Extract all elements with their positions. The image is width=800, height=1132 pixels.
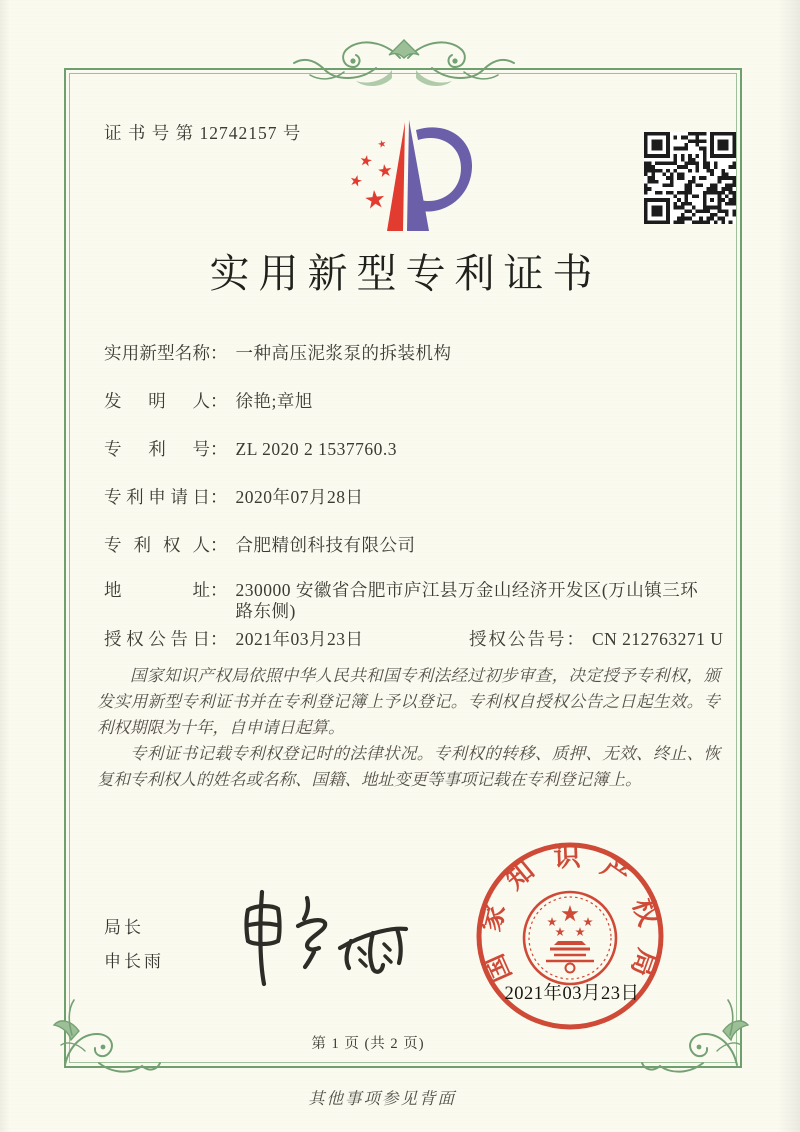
commissioner-signature [210,878,420,996]
field-value: ZL 2020 2 1537760.3 [235,439,397,459]
field-row-patentee [104,535,416,556]
field-colon: ： [210,535,228,555]
field-value: 徐艳;章旭 [235,391,313,411]
qr-code [644,132,736,224]
field-colon: ： [210,391,228,411]
scan-shadow [778,0,800,1132]
field-label: 专利申请日 [104,487,210,507]
back-side-note: 其他事项参见背面 [308,1089,456,1108]
field-colon: ： [566,629,584,649]
field-label: 授权公告日 [104,629,210,649]
field-label: 授权公告号 [469,629,567,649]
field-value: CN 212763271 U [592,629,724,649]
field-colon: ： [210,629,228,649]
legal-text [97,663,720,793]
scan-shadow [0,0,10,1132]
field-label: 专 利 权 人 [104,535,210,555]
certificate-number: 证 书 号 第 12742157 号 [104,123,302,143]
legal-paragraph-1: 国家知识产权局依照中华人民共和国专利法经过初步审查，决定授予专利权，颁发实用新型专利证书并在专利登记簿上予以登记。专利权自授权公告之日起生效。专利权期限为十年，自申请日起算。 [97,666,720,737]
field-colon: ： [210,343,228,363]
national-emblem-icon [524,892,616,984]
field-row-utility-name [104,343,452,364]
field-value: 2021年03月23日 [235,629,364,649]
field-value: 合肥精创科技有限公司 [235,535,416,555]
cnipa-logo-icon [338,112,478,236]
certificate-title: 实用新型专利证书 [209,251,602,296]
field-grant-number [469,629,723,650]
field-label: 地 址 [104,580,210,600]
officer-name: 申长雨 [104,952,164,971]
field-row-grant [104,629,724,650]
field-row-patent-number [104,439,397,460]
field-label: 实用新型名称 [104,343,210,363]
field-colon: ： [210,487,228,507]
seal-date: 2021年03月23日 [504,984,640,1004]
officer-title: 局长 [104,918,144,937]
field-value: 一种高压泥浆泵的拆装机构 [235,343,452,363]
field-label: 专 利 号 [104,439,210,459]
field-colon: ： [210,439,228,459]
field-colon: ： [210,580,228,600]
seal-text: 国家知识产权局 [475,841,664,987]
field-row-filing-date [104,487,364,508]
field-row-address [104,580,702,622]
field-row-inventor [104,391,313,412]
page-indicator: 第 1 页 (共 2 页) [311,1036,425,1052]
legal-paragraph-2: 专利证书记载专利权登记时的法律状况。专利权的转移、质押、无效、终止、恢复和专利权人的姓名或名称、国籍、地址变更等事项记载在专利登记簿上。 [97,744,720,789]
field-value: 230000 安徽省合肥市庐江县万金山经济开发区(万山镇三环路东侧) [235,580,699,621]
field-value: 2020年07月28日 [235,487,364,507]
field-label: 发 明 人 [104,391,210,411]
